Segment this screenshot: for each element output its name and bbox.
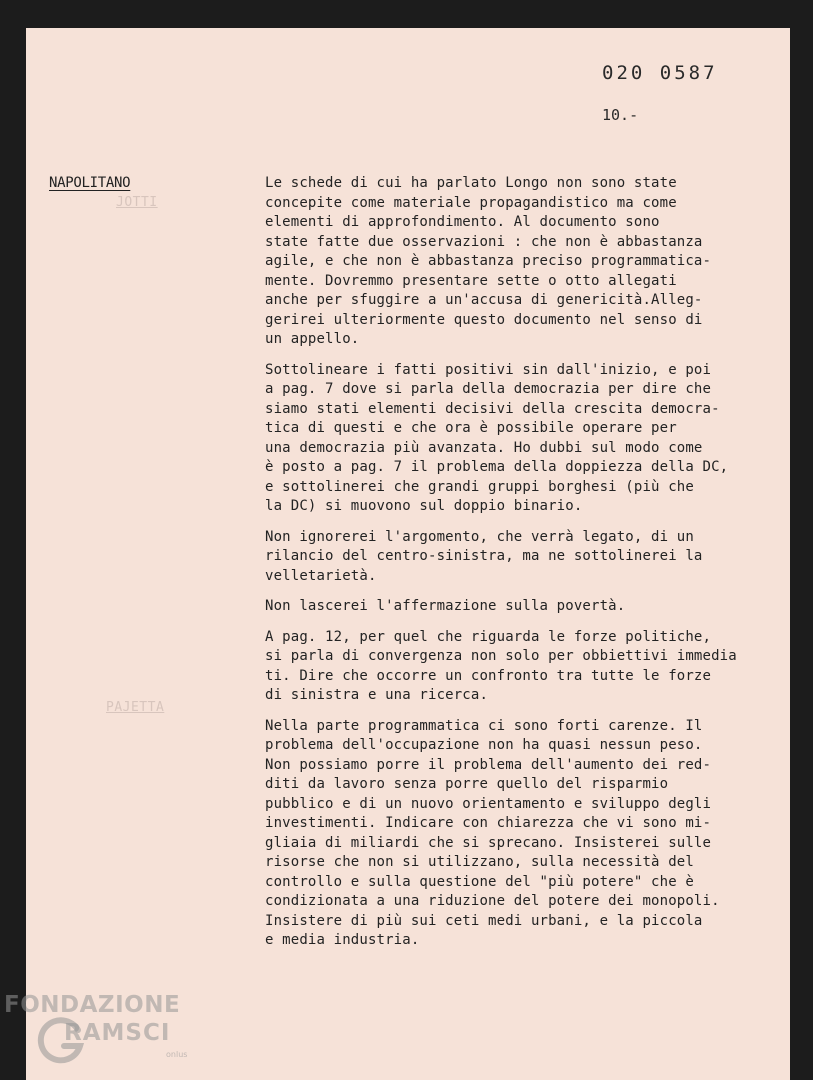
watermark-line1: FONDAZIONE [4,992,181,1018]
watermark-line2: RAMSCI [64,1020,171,1046]
archive-number: 020 0587 [602,62,718,84]
paragraph: Sottolineare i fatti positivi sin dall'inizio, e poi a pag. 7 dove si parla della democrazia per dire che siamo stati elementi decisivi della crescita democra- tica di questi e che ora è possibile operare per una democrazia più avanzata. Ho dubbi sul modo come è posto a pag. 7 il problema della doppiezza della DC, e sottolinerei che grandi gruppi borghesi (più che la DC) si muovono sul doppio binario. [265,361,729,514]
paragraph: A pag. 12, per quel che riguarda le forze politiche, si parla di convergenza non solo per obbiettivi immedia ti. Dire che occorre un confronto tra tutte le forze di sinistra e una ricerca. [265,628,737,703]
page-number: 10.- [602,106,639,124]
ghost-name-jotti: JOTTI [116,195,158,210]
speech-body [265,174,785,962]
ghost-name-pajetta: PAJETTA [106,700,165,715]
speaker-name: NAPOLITANO [49,175,131,191]
paragraph: Le schede di cui ha parlato Longo non sono state concepite come materiale propagandistico ma come elementi di approfondimento. Al documento sono state fatte due osservazioni : che non è abbastanza agile, e che non è abbastanza preciso programmatica- mente. Dovremmo presentare sette o otto allegati anche per sfuggire a un'accusa di genericità.Alleg- gerirei ulteriormente questo documento nel senso di un appello. [265,175,712,347]
paragraph: Non lascerei l'affermazione sulla povertà. [265,598,626,614]
paragraph: Non ignorerei l'argomento, che verrà legato, di un rilancio del centro-sinistra, ma ne sottolinerei la velletarietà. [265,528,703,584]
paragraph: Nella parte programmatica ci sono forti carenze. Il problema dell'occupazione non ha quasi nessun peso. Non possiamo porre il problema dell'aumento dei red- diti da lavoro senza porre quello del risparmio pubblico e di un nuovo orientamento e sviluppo degli investimenti. Indicare con chiarezza che vi sono mi- gliaia di miliardi che si sprecano. Insisterei sulle risorse che non si utilizzano, sulla necessità del controllo e sulla questione del "più potere" che è condizionata a una riduzione del potere dei monopoli. Insistere di più sui ceti medi urbani, e la piccola e media industria. [265,717,720,948]
fondazione-gramsci-watermark [4,992,204,1072]
watermark-subtitle: onlus [166,1050,188,1059]
